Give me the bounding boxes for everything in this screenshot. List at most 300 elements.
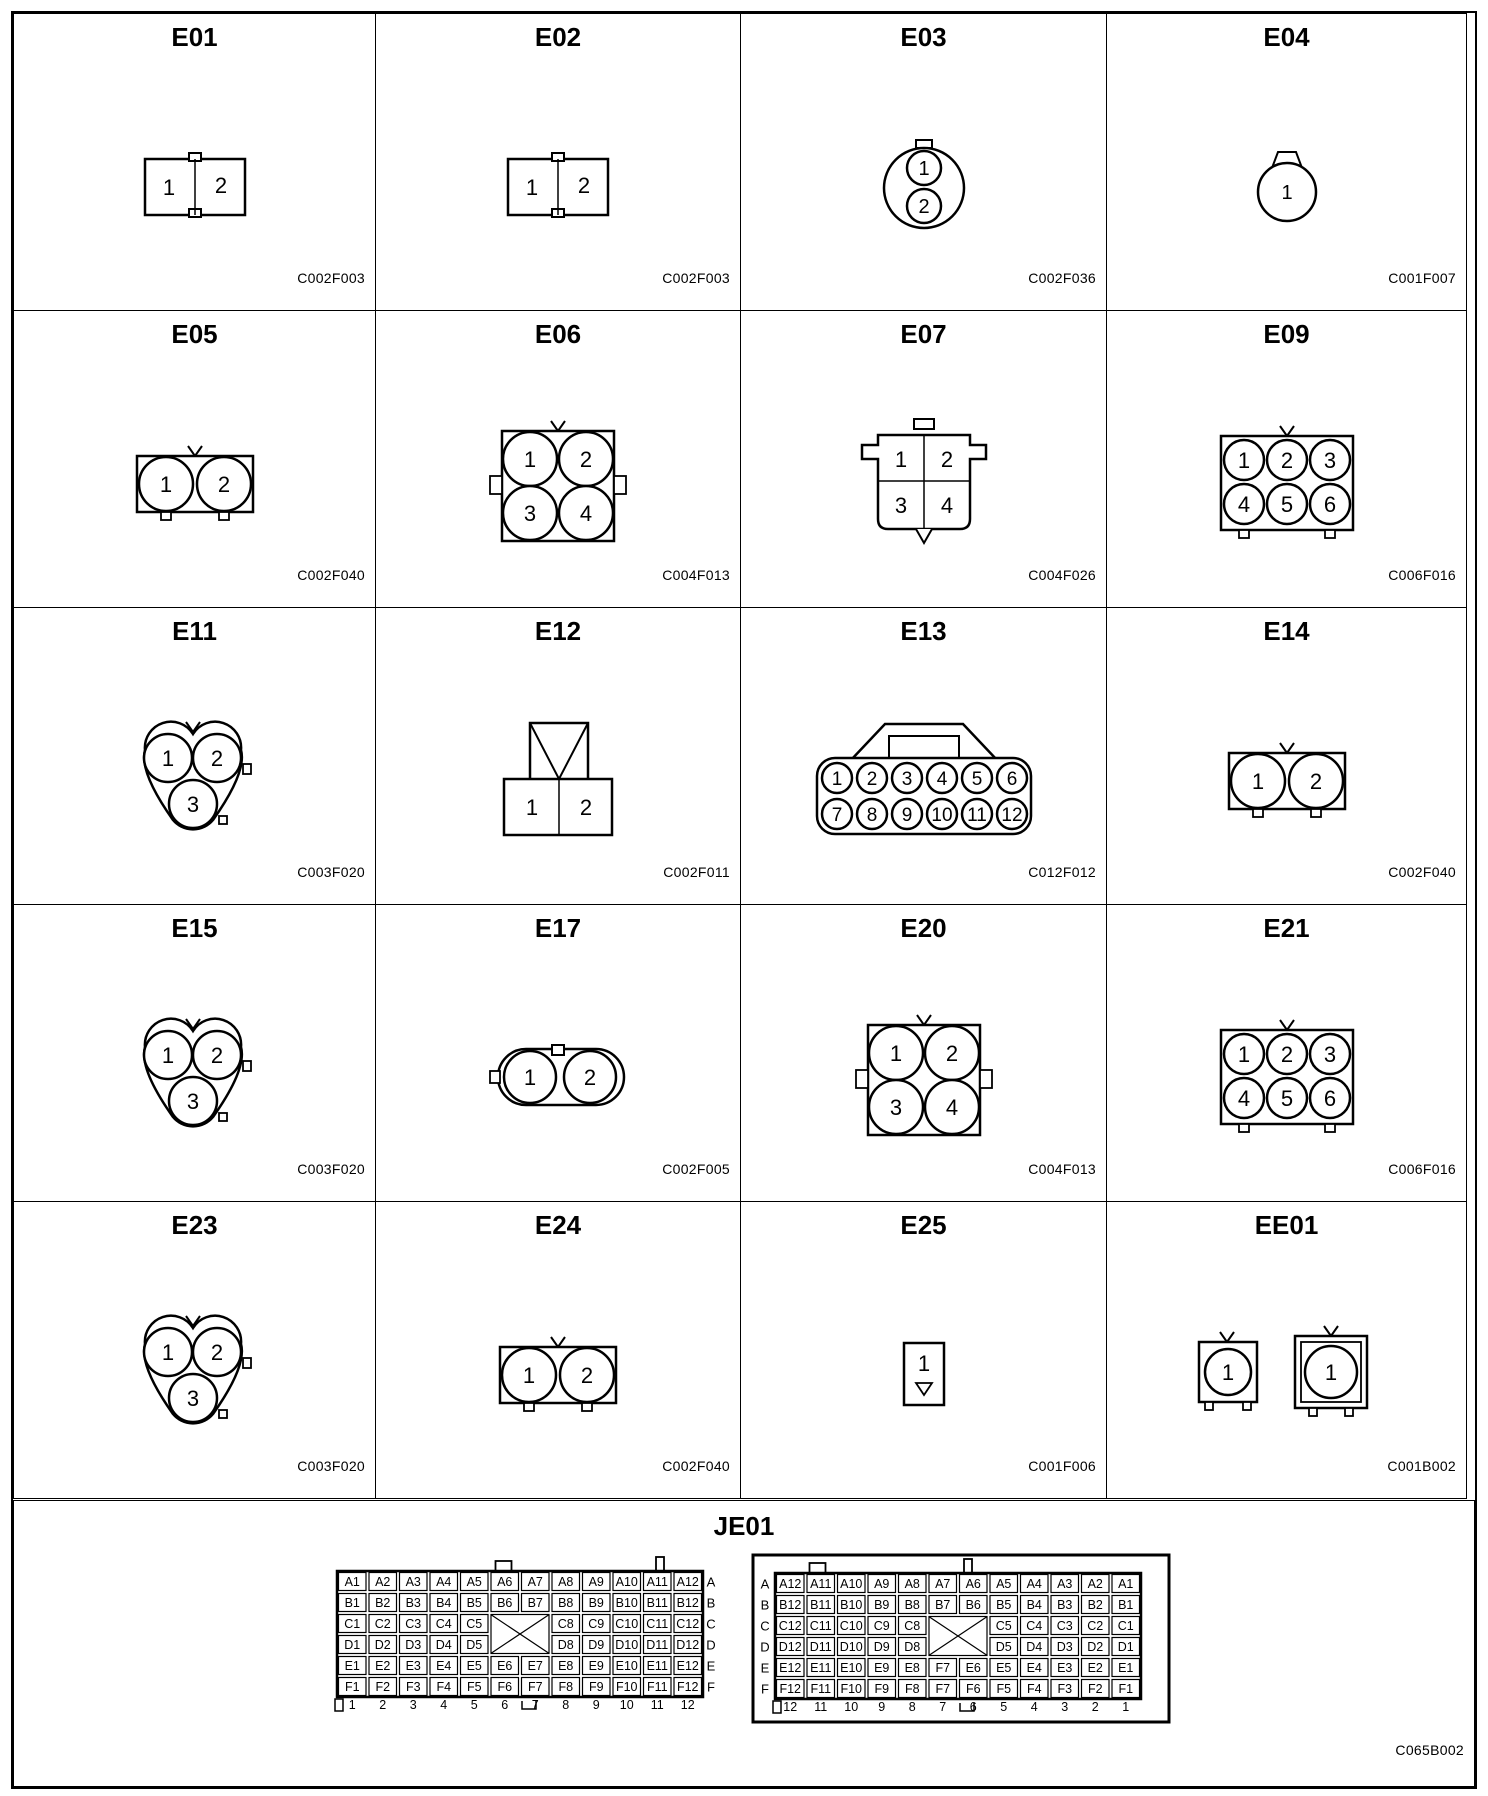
tab — [1243, 1402, 1251, 1410]
pin-label: A3 — [405, 1575, 421, 1589]
pin-label: E11 — [646, 1659, 668, 1673]
latch-icon — [917, 1015, 931, 1025]
pin-label: F10 — [840, 1682, 863, 1696]
column-label: 12 — [680, 1698, 695, 1712]
connector-face — [502, 721, 614, 839]
connector-face — [898, 1339, 950, 1409]
je01-left-connector — [327, 1553, 737, 1728]
pin-label: D2 — [1087, 1640, 1104, 1654]
column-label: 1 — [348, 1698, 356, 1712]
connector-drawing — [1219, 1018, 1355, 1136]
connector-drawing — [143, 153, 247, 219]
pin-label: B7 — [935, 1598, 951, 1612]
row-label: B — [760, 1597, 770, 1613]
latch-icon — [551, 1337, 565, 1347]
connector-cell-e17 — [375, 904, 741, 1202]
pin-label: F6 — [965, 1682, 981, 1696]
pin-label: E9 — [874, 1661, 890, 1675]
pin-label: 1 — [1324, 1359, 1337, 1385]
pin-label: E12 — [676, 1659, 699, 1673]
pin-label: 1 — [917, 1350, 930, 1376]
pin-label: 1 — [1280, 181, 1293, 204]
pin-label: 6 — [1006, 768, 1017, 790]
tab — [1311, 809, 1321, 817]
row-label: F — [707, 1679, 715, 1695]
pin-label: E9 — [588, 1659, 604, 1673]
pin-label: 4 — [1237, 491, 1250, 517]
pin-label: C8 — [557, 1617, 574, 1631]
pin-label: 9 — [901, 804, 912, 826]
connector-drawing — [506, 153, 610, 219]
row-label: F — [761, 1681, 769, 1697]
pin-label: F1 — [344, 1680, 360, 1694]
pin-label: C10 — [839, 1619, 863, 1633]
connector-face — [506, 153, 610, 219]
pin-label: F4 — [1026, 1682, 1042, 1696]
pin-label: E7 — [527, 1659, 543, 1673]
pin-label: E3 — [405, 1659, 421, 1673]
pin-label: A7 — [527, 1575, 543, 1589]
column-label: 10 — [844, 1700, 859, 1714]
connector-title: E01 — [171, 22, 218, 52]
connector-code: C001B002 — [1387, 1458, 1456, 1474]
pin-label: E10 — [615, 1659, 638, 1673]
pin-label: 3 — [186, 1088, 199, 1114]
pin-label: B8 — [558, 1596, 574, 1610]
connector-drawing — [854, 1015, 994, 1139]
connector-code: C012F012 — [1028, 864, 1096, 880]
connector-title: E03 — [900, 22, 947, 52]
connector-cell-e13 — [740, 607, 1107, 905]
connector-code: C002F036 — [1028, 270, 1096, 286]
pin-label: 8 — [866, 804, 877, 826]
pin-label: E4 — [436, 1659, 452, 1673]
connector-drawing — [882, 140, 966, 232]
pin-label: C8 — [904, 1619, 921, 1633]
pin-label: F7 — [935, 1661, 951, 1675]
pin-label: 5 — [971, 768, 982, 790]
connector-cell-e15 — [13, 904, 376, 1202]
column-label: 6 — [501, 1698, 509, 1712]
pin-label: F2 — [375, 1680, 391, 1694]
column-label: 3 — [1061, 1700, 1069, 1714]
pin-label: A9 — [874, 1577, 890, 1591]
pin-label: B12 — [779, 1598, 802, 1612]
pin-label: F3 — [1057, 1682, 1073, 1696]
pin-label: D5 — [466, 1638, 483, 1652]
pin-label: 5 — [1280, 491, 1293, 517]
connector-code: C003F020 — [297, 1161, 365, 1177]
pin-label: E1 — [1118, 1661, 1134, 1675]
pin-label: D10 — [615, 1638, 639, 1652]
pin-label: F2 — [1087, 1682, 1103, 1696]
tab — [219, 1410, 227, 1418]
pin-label: C2 — [1087, 1619, 1104, 1633]
pin-label: F1 — [1118, 1682, 1134, 1696]
pin-label: A1 — [1118, 1577, 1134, 1591]
pin-label: E8 — [904, 1661, 920, 1675]
tab — [219, 1113, 227, 1121]
pin-label: B6 — [497, 1596, 513, 1610]
connector-title: E07 — [900, 319, 947, 349]
je01-left-face — [327, 1553, 737, 1723]
row-label: D — [706, 1637, 716, 1653]
tab — [1239, 530, 1249, 538]
pin-label: 3 — [889, 1094, 902, 1120]
connector-title: E24 — [534, 1210, 582, 1240]
pin-label: 2 — [866, 768, 877, 790]
pin-label: C1 — [344, 1617, 361, 1631]
connector-drawing — [488, 421, 628, 545]
pin-label: 2 — [210, 1339, 223, 1365]
pin-label: B1 — [1118, 1598, 1134, 1612]
connector-face — [1254, 146, 1320, 226]
connector-drawing — [898, 1339, 950, 1409]
connector-code: C001F006 — [1028, 1458, 1096, 1474]
pin-label: F3 — [405, 1680, 421, 1694]
tab — [243, 1061, 251, 1071]
pin-label: B7 — [527, 1596, 543, 1610]
pin-label: E11 — [810, 1661, 832, 1675]
pin-label: F9 — [588, 1680, 604, 1694]
latch-icon — [1280, 1020, 1294, 1030]
pin-label: D2 — [374, 1638, 391, 1652]
column-label: 5 — [1000, 1700, 1008, 1714]
row-label: C — [760, 1618, 770, 1634]
pin-label: B2 — [1087, 1598, 1103, 1612]
connector-cell-e11 — [13, 607, 376, 905]
column-label: 2 — [379, 1698, 387, 1712]
connector-title: E23 — [171, 1210, 218, 1240]
connector-code: C002F003 — [297, 270, 365, 286]
pin-label: A12 — [779, 1577, 802, 1591]
tab — [1253, 809, 1263, 817]
pin-label: 1 — [523, 1064, 537, 1090]
column-label: 8 — [908, 1700, 916, 1714]
pin-label: 1 — [831, 768, 842, 790]
pin-label: 4 — [579, 500, 593, 526]
pin-label: F11 — [810, 1682, 832, 1696]
pin-label: F4 — [436, 1680, 452, 1694]
pin-label: F9 — [874, 1682, 890, 1696]
pin-label: D8 — [557, 1638, 574, 1652]
pin-label: E5 — [466, 1659, 482, 1673]
row-label: E — [706, 1658, 716, 1674]
pin-label: A7 — [935, 1577, 951, 1591]
column-label: 7 — [939, 1700, 947, 1714]
connector-cell-e21 — [1106, 904, 1467, 1202]
pin-label: A3 — [1057, 1577, 1073, 1591]
pin-label: 1 — [522, 1362, 536, 1388]
tab — [1325, 530, 1335, 538]
tab — [490, 476, 502, 494]
pin-label: C4 — [435, 1617, 452, 1631]
pin-label: 1 — [525, 794, 539, 820]
pin-label: 1 — [161, 1042, 174, 1068]
pin-label: C5 — [995, 1619, 1012, 1633]
pin-label: 4 — [945, 1094, 958, 1120]
pin-label: 2 — [1309, 768, 1322, 794]
tab — [856, 1070, 868, 1088]
connector-code: C002F040 — [297, 567, 365, 583]
pin-label: A11 — [646, 1575, 668, 1589]
pin-label: F10 — [615, 1680, 638, 1694]
pin-label: 1 — [889, 1040, 902, 1066]
pin-label: A2 — [375, 1575, 391, 1589]
column-label: 12 — [783, 1700, 798, 1714]
connector-code: C006F016 — [1388, 567, 1456, 583]
pin-label: A4 — [436, 1575, 452, 1589]
pin-label: E2 — [1087, 1661, 1103, 1675]
connector-title: E12 — [534, 616, 582, 646]
connector-cell-e06 — [375, 310, 741, 608]
pin-label: C10 — [615, 1617, 639, 1631]
connector-drawing — [1219, 424, 1355, 542]
pin-label: A10 — [840, 1577, 863, 1591]
pin-label: B5 — [996, 1598, 1012, 1612]
pin-label: 2 — [1280, 1041, 1293, 1067]
connector-code: C065B002 — [1395, 1742, 1464, 1758]
pin-label: B5 — [466, 1596, 482, 1610]
pin-label: F5 — [996, 1682, 1012, 1696]
pin-label: A12 — [676, 1575, 699, 1589]
pin-label: C3 — [405, 1617, 422, 1631]
connector-title: E17 — [534, 913, 582, 943]
je01-right-connector — [751, 1553, 1171, 1733]
pin-label: 2 — [945, 1040, 958, 1066]
pin-label: B10 — [615, 1596, 638, 1610]
connector-cell-e04 — [1106, 13, 1467, 311]
tab — [243, 764, 251, 774]
pin-label: B1 — [344, 1596, 360, 1610]
connector-code: C002F003 — [662, 270, 730, 286]
connector-sheet — [11, 11, 1477, 1789]
pin-label: 1 — [1237, 447, 1250, 473]
connector-face — [854, 1015, 994, 1139]
row-label: B — [706, 1595, 716, 1611]
connector-face — [135, 442, 255, 524]
connector-drawing — [860, 419, 988, 547]
pin-label: D11 — [646, 1638, 669, 1652]
pin-label: A8 — [558, 1575, 574, 1589]
pin-label: F12 — [779, 1682, 802, 1696]
connector-drawing — [1254, 146, 1320, 226]
pin-label: 1 — [523, 446, 537, 472]
pin-label: A5 — [466, 1575, 482, 1589]
pin-label: D12 — [778, 1640, 802, 1654]
tab — [582, 1403, 592, 1411]
pin-label: A6 — [497, 1575, 513, 1589]
latch-icon — [1280, 426, 1294, 436]
connector-title: E09 — [1263, 319, 1310, 349]
tab — [490, 1071, 500, 1083]
pin-label: B4 — [436, 1596, 452, 1610]
pin-label: 3 — [894, 492, 907, 518]
connector-title: E05 — [171, 319, 218, 349]
pin-label: B12 — [676, 1596, 699, 1610]
column-label: 10 — [619, 1698, 634, 1712]
connector-face — [143, 153, 247, 219]
column-label: 9 — [878, 1700, 886, 1714]
pin-label: 3 — [901, 768, 912, 790]
pin-label: 3 — [186, 1385, 199, 1411]
connector-code: C004F026 — [1028, 567, 1096, 583]
pin-label: D9 — [873, 1640, 890, 1654]
connector-face — [1197, 1326, 1377, 1422]
pin-label: B11 — [646, 1596, 668, 1610]
latch-icon — [1220, 1332, 1234, 1342]
pin-label: C5 — [466, 1617, 483, 1631]
tab — [243, 1358, 251, 1368]
connector-cell-e09 — [1106, 310, 1467, 608]
pin-label: F8 — [904, 1682, 920, 1696]
pin-label: 1 — [161, 745, 174, 771]
connector-code: C002F005 — [662, 1161, 730, 1177]
pin-label: D12 — [676, 1638, 700, 1652]
connector-code: C003F020 — [297, 1458, 365, 1474]
latch-icon — [1280, 743, 1294, 753]
column-label: 7 — [531, 1698, 539, 1712]
pin-label: 2 — [579, 794, 593, 820]
pin-label: D9 — [588, 1638, 605, 1652]
connector-face — [1227, 739, 1347, 821]
connector-cell-e01 — [13, 13, 376, 311]
pin-label: A9 — [588, 1575, 604, 1589]
pin-label: F12 — [676, 1680, 699, 1694]
pin-label: D1 — [1117, 1640, 1134, 1654]
pin-label: D11 — [809, 1640, 832, 1654]
pin-label: 2 — [580, 1362, 594, 1388]
connector-code: C004F013 — [662, 567, 730, 583]
pin-label: C9 — [873, 1619, 890, 1633]
connector-title: E15 — [171, 913, 218, 943]
tab — [1205, 1402, 1213, 1410]
pin-label: 10 — [930, 804, 953, 826]
pin-label: C11 — [809, 1619, 832, 1633]
column-label: 11 — [650, 1698, 664, 1712]
pin-label: F6 — [497, 1680, 513, 1694]
column-label: 5 — [470, 1698, 478, 1712]
connector-cell-e20 — [740, 904, 1107, 1202]
connector-cell-je01 — [13, 1500, 1475, 1787]
tab — [161, 512, 171, 520]
connector-drawing — [135, 1017, 255, 1137]
pin-label: B6 — [965, 1598, 981, 1612]
connector-title: E04 — [1263, 22, 1310, 52]
connector-face — [498, 1333, 618, 1415]
pin-label: 1 — [1221, 1359, 1234, 1385]
pin-label: 11 — [966, 804, 987, 826]
connector-drawing — [488, 1045, 628, 1109]
pin-label: 4 — [1237, 1085, 1250, 1111]
pin-label: B3 — [1057, 1598, 1073, 1612]
pin-label: C12 — [676, 1617, 700, 1631]
pin-label: 3 — [523, 500, 537, 526]
column-label: 11 — [814, 1700, 828, 1714]
tab — [219, 512, 229, 520]
pin-label: F7 — [527, 1680, 543, 1694]
connector-cell-e03 — [740, 13, 1107, 311]
row-label: C — [706, 1616, 716, 1632]
connector-face — [1219, 1018, 1355, 1136]
connector-title: E06 — [534, 319, 582, 349]
connector-face — [882, 140, 966, 232]
pin-label: E3 — [1057, 1661, 1073, 1675]
connector-code: C002F011 — [663, 864, 730, 880]
pin-label: 1 — [894, 446, 907, 472]
pin-label: E8 — [558, 1659, 574, 1673]
connector-drawing — [1227, 739, 1347, 821]
pin-label: 1 — [917, 157, 930, 180]
pin-label: E10 — [840, 1661, 863, 1675]
connector-cell-e24 — [375, 1201, 741, 1499]
latch-icon — [551, 421, 565, 431]
pin-label: C2 — [374, 1617, 391, 1631]
tab — [980, 1070, 992, 1088]
pin-label: A5 — [996, 1577, 1012, 1591]
tab — [1325, 1124, 1335, 1132]
connector-face — [135, 1017, 255, 1137]
column-label: 8 — [562, 1698, 570, 1712]
pin-label: F5 — [466, 1680, 482, 1694]
pin-label: 2 — [214, 172, 227, 198]
connector-drawing — [813, 720, 1035, 840]
connector-cell-e12 — [375, 607, 741, 905]
pin-label: C1 — [1117, 1619, 1134, 1633]
connector-code: C002F040 — [662, 1458, 730, 1474]
pin-label: B9 — [588, 1596, 604, 1610]
pin-label: 2 — [1280, 447, 1293, 473]
column-label: 4 — [440, 1698, 448, 1712]
pin-label: F7 — [935, 1682, 951, 1696]
pin-label: C4 — [1026, 1619, 1043, 1633]
connector-face — [135, 1314, 255, 1434]
pin-label: 2 — [917, 195, 930, 218]
connector-cell-e05 — [13, 310, 376, 608]
row-label: A — [760, 1576, 770, 1592]
pin-label: F8 — [558, 1680, 574, 1694]
pin-label: A11 — [810, 1577, 832, 1591]
pin-label: 2 — [210, 1042, 223, 1068]
connector-code: C004F013 — [1028, 1161, 1096, 1177]
connector-code: C001F007 — [1388, 270, 1456, 286]
connector-cell-ee01 — [1106, 1201, 1467, 1499]
connector-title: E14 — [1263, 616, 1310, 646]
pin-label: C3 — [1056, 1619, 1073, 1633]
column-label: 3 — [409, 1698, 417, 1712]
connector-cell-e14 — [1106, 607, 1467, 905]
pin-label: 1 — [162, 174, 175, 200]
tab — [1239, 1124, 1249, 1132]
pin-label: 3 — [1323, 447, 1336, 473]
connector-cell-e25 — [740, 1201, 1107, 1499]
connector-face — [135, 720, 255, 840]
pin-label: 2 — [217, 471, 230, 497]
pin-label: C11 — [646, 1617, 669, 1631]
connector-face — [488, 1045, 628, 1109]
pin-label: E6 — [965, 1661, 981, 1675]
pin-label: 4 — [936, 768, 947, 790]
connector-drawing — [135, 1314, 255, 1434]
pin-label: 1 — [525, 174, 539, 200]
tab — [1309, 1408, 1317, 1416]
pin-label: 2 — [940, 446, 953, 472]
pin-label: B3 — [405, 1596, 421, 1610]
pin-label: A6 — [965, 1577, 981, 1591]
pin-label: E2 — [375, 1659, 391, 1673]
row-label: D — [760, 1639, 770, 1655]
connector-drawing — [135, 720, 255, 840]
